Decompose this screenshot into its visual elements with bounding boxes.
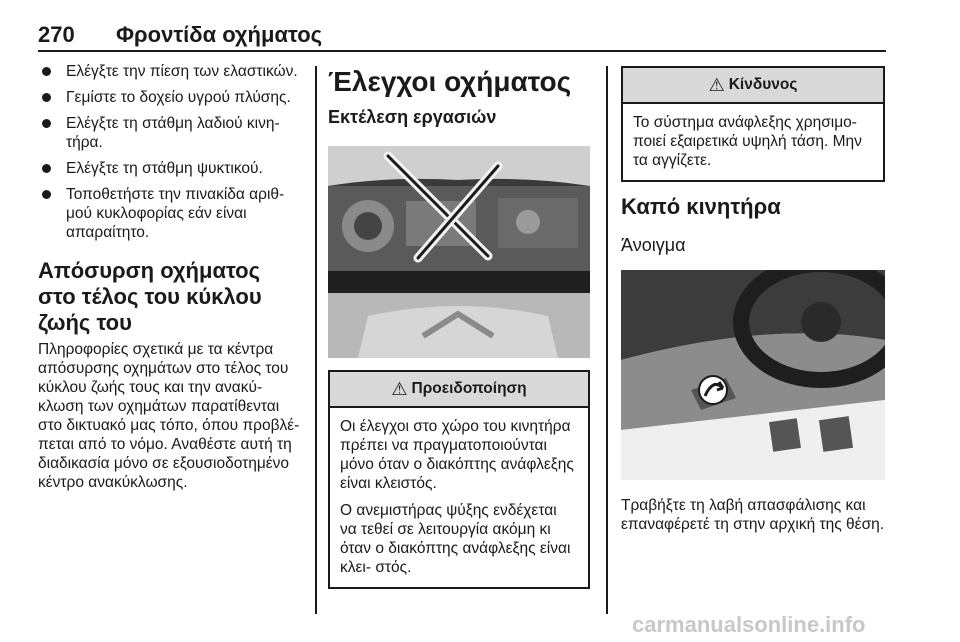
section-body-recycling: Πληροφορίες σχετικά με τα κέντρα απόσυρσης οχημάτων στο τέλος του κύκλου ζωής τους και την ανακύ- κλωση των οχημάτων παρατίθενται στο δικτυακό μας τόπο, όπου προβλέ- πεται από το νόμο. Αναθέστε αυτή τη διαδικασία μόνο σε εξουσιοδοτημένο κέντρο ανακύκλωσης. — [38, 341, 300, 491]
list-item: Τοποθετήστε την πινακίδα αριθ- μού κυκλοφορίας εάν είναι απαραίτητο. — [38, 185, 300, 242]
danger-paragraph: Το σύστημα ανάφλεξης χρησιμο- ποιεί εξαιρετικά υψηλή τάση. Μην τα αγγίζετε. — [633, 114, 862, 169]
list-item: Ελέγξτε την πίεση των ελαστικών. — [38, 62, 300, 81]
watermark: carmanualsonline.info — [632, 612, 866, 637]
warning-triangle-icon: ⚠ — [391, 378, 408, 399]
warning-triangle-icon: ⚠ — [708, 74, 725, 95]
column-divider-2 — [606, 66, 608, 614]
bonnet-release-illustration — [621, 270, 885, 480]
bullet-icon — [42, 190, 51, 199]
column-1 — [38, 62, 300, 492]
chapter-title: Έλεγχοι οχήματος — [328, 66, 572, 97]
section-subtitle: Εκτέλεση εργασιών — [328, 107, 497, 127]
section-title-bonnet: Καπό κινητήρα — [621, 194, 781, 219]
danger-box — [621, 66, 885, 182]
engine-bay-illustration — [328, 146, 590, 358]
subsection-title-opening: Άνοιγμα — [621, 235, 686, 255]
warning-box — [328, 370, 590, 589]
warning-body — [330, 408, 588, 587]
danger-body — [623, 104, 883, 180]
engine-bay-image — [328, 146, 590, 358]
column-3 — [621, 62, 885, 534]
warning-paragraph: Οι έλεγχοι στο χώρο του κινητήρα πρέπει να πραγματοποιούνται μόνο όταν ο διακόπτης ανάφλεξης είναι κλειστός. — [340, 418, 574, 492]
list-item: Ελέγξτε τη στάθμη λαδιού κινη- τήρα. — [38, 114, 300, 152]
list-item: Γεμίστε το δοχείο υγρού πλύσης. — [38, 88, 300, 107]
checklist — [38, 62, 300, 242]
bullet-icon — [42, 93, 51, 102]
warning-title: Προειδοποίηση — [411, 380, 527, 397]
figure-caption: Τραβήξτε τη λαβή απασφάλισης και επαναφέρετέ τη στην αρχική της θέση. — [621, 497, 885, 533]
warning-header — [330, 372, 588, 408]
column-divider-1 — [315, 66, 317, 614]
bonnet-release-image — [621, 270, 885, 480]
bullet-icon — [42, 119, 51, 128]
running-title: Φροντίδα οχήματος — [116, 22, 323, 47]
column-2 — [328, 62, 590, 589]
warning-paragraph: Ο ανεμιστήρας ψύξης ενδέχεται να τεθεί σε λειτουργία ακόμη κι όταν ο διακόπτης ανάφλεξης είναι κλει- στός. — [340, 502, 571, 576]
header-rule — [38, 50, 886, 52]
section-title-recycling: Απόσυρση οχήματος στο τέλος του κύκλου ζωής του — [38, 258, 262, 335]
bullet-icon — [42, 164, 51, 173]
list-item: Ελέγξτε τη στάθμη ψυκτικού. — [38, 159, 300, 178]
danger-header — [623, 68, 883, 104]
page-number: 270 — [38, 22, 75, 47]
page-header — [38, 22, 322, 52]
bullet-icon — [42, 67, 51, 76]
danger-title: Κίνδυνος — [728, 76, 798, 93]
